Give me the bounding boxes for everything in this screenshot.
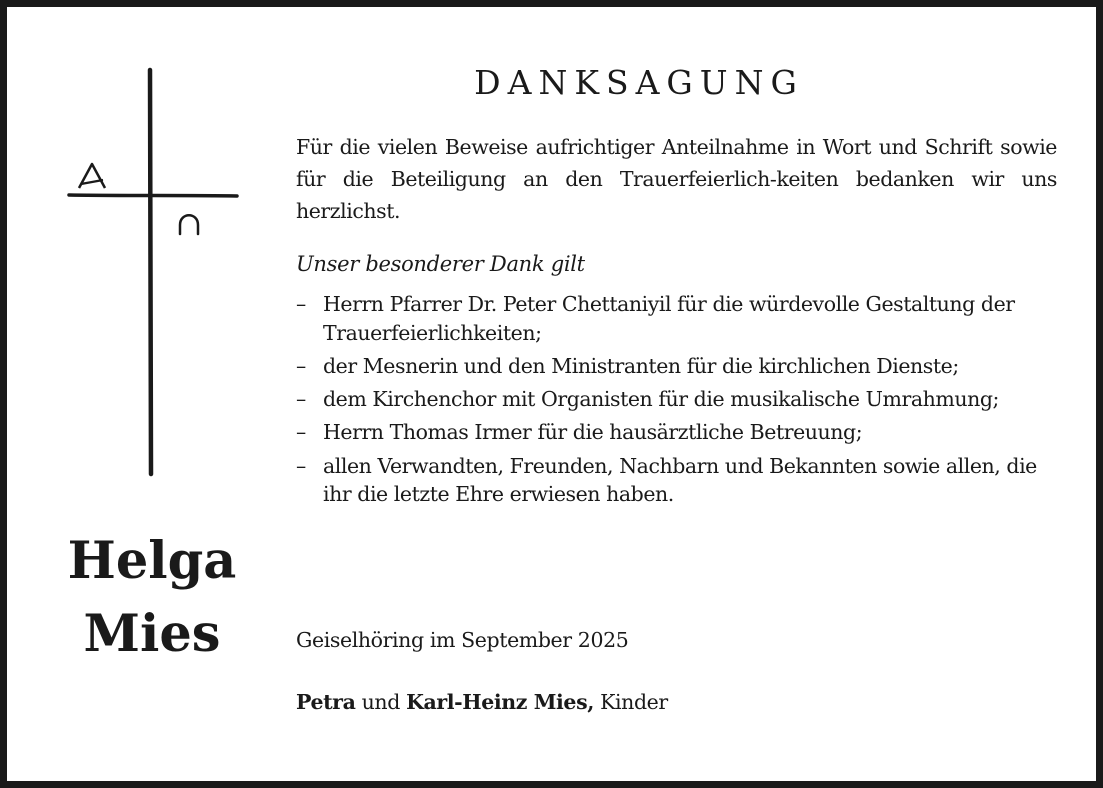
signature-relation: Kinder [600,690,668,714]
signature [296,686,668,718]
intro-paragraph: Für die vielen Beweise aufrichtiger Anteilnahme in Wort und Schrift sowie für die Beteiligung an den Trauerfeierlich-keiten bedanken wir uns herzlichst. [296,135,1057,223]
signature-name-1: Petra [296,690,356,714]
signature-name-2: Karl-Heinz Mies, [406,690,594,714]
list-dash: – [296,292,306,316]
list-dash: – [296,420,306,445]
cross-icon [57,62,257,482]
thanks-item-text: Herrn Pfarrer Dr. Peter Chettaniyil für die würdevolle Gestaltung der Trauerfeierlichkeiten; [323,292,1015,345]
thanks-item [296,385,1056,414]
heading-text: DANKSAGUNG [474,63,804,102]
thanks-list [296,290,1056,513]
thanks-item [296,352,1056,381]
deceased-last-name: Mies [83,604,221,664]
list-dash: – [296,387,306,412]
alpha-icon [79,164,105,188]
thanks-item-text: dem Kirchenchor mit Organisten für die musikalische Umrahmung; [323,387,999,412]
omega-icon [180,215,198,234]
place-date: Geiselhöring im September 2025 [296,628,629,652]
thanks-item-text: Herrn Thomas Irmer für die hausärztliche Betreuung; [323,420,863,445]
thanks-item [296,290,1056,347]
thanks-item-text: allen Verwandten, Freunden, Nachbarn und Bekannten sowie allen, die ihr die letzte Ehre erwiesen haben. [323,453,1037,507]
special-thanks-label: Unser besonderer Dank gilt [296,252,585,276]
thanks-item [296,452,1056,509]
list-dash: – [296,453,306,478]
list-dash: – [296,353,306,378]
deceased-first-name: Helga [67,531,237,591]
signature-connector: und [361,690,400,714]
heading [297,61,1057,105]
thanks-item [296,418,1056,447]
thanks-item-text: der Mesnerin und den Ministranten für die kirchlichen Dienste; [323,353,959,378]
